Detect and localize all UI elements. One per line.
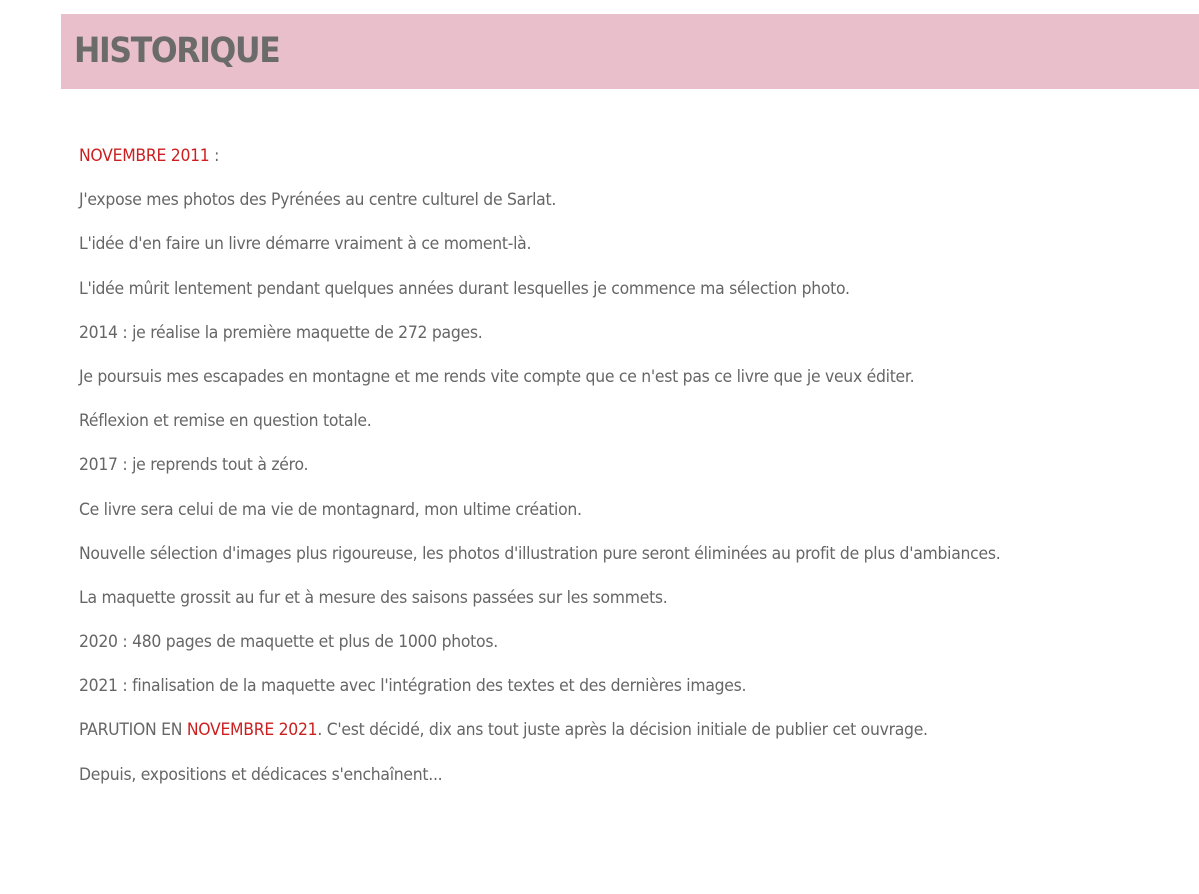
publication-date: NOVEMBRE 2021 (186, 720, 318, 741)
history-line: 2017 : je reprends tout à zéro. (79, 455, 309, 476)
history-line: 2014 : je réalise la première maquette de 272 pages. (79, 322, 483, 343)
history-line: Réflexion et remise en question totale. (79, 411, 372, 432)
intro-suffix: : (209, 146, 220, 166)
header-banner (61, 14, 1199, 89)
history-line: Nouvelle sélection d'images plus rigoureuse, les photos d'illustration pure seront éliminées au profit de plus d'ambiances. (79, 543, 1001, 564)
history-line: 2021 : finalisation de la maquette avec l'intégration des textes et des dernières images. (79, 676, 747, 697)
publication-suffix: . C'est décidé, dix ans tout juste après la décision initiale de publier cet ouvrage. (317, 720, 928, 741)
history-line: L'idée mûrit lentement pendant quelques années durant lesquelles je commence ma sélection photo. (79, 278, 850, 299)
page-title: HISTORIQUE (74, 31, 280, 71)
history-line: Je poursuis mes escapades en montagne et me rends vite compte que ce n'est pas ce livre que je veux éditer. (79, 366, 915, 387)
publication-line (79, 719, 1100, 763)
history-line: L'idée d'en faire un livre démarre vraiment à ce moment-là. (79, 234, 532, 255)
history-line: 2020 : 480 pages de maquette et plus de 1000 photos. (79, 632, 498, 653)
publication-prefix: PARUTION EN (79, 720, 187, 741)
history-content (79, 145, 1189, 808)
history-line: Ce livre sera celui de ma vie de montagnard, mon ultime création. (79, 499, 582, 520)
closing-line: Depuis, expositions et dédicaces s'enchaînent... (79, 764, 443, 785)
history-line: La maquette grossit au fur et à mesure des saisons passées sur les sommets. (79, 587, 668, 608)
history-intro-line (79, 145, 1100, 189)
intro-date: NOVEMBRE 2011 (79, 146, 210, 166)
history-line: J'expose mes photos des Pyrénées au centre culturel de Sarlat. (79, 190, 557, 211)
